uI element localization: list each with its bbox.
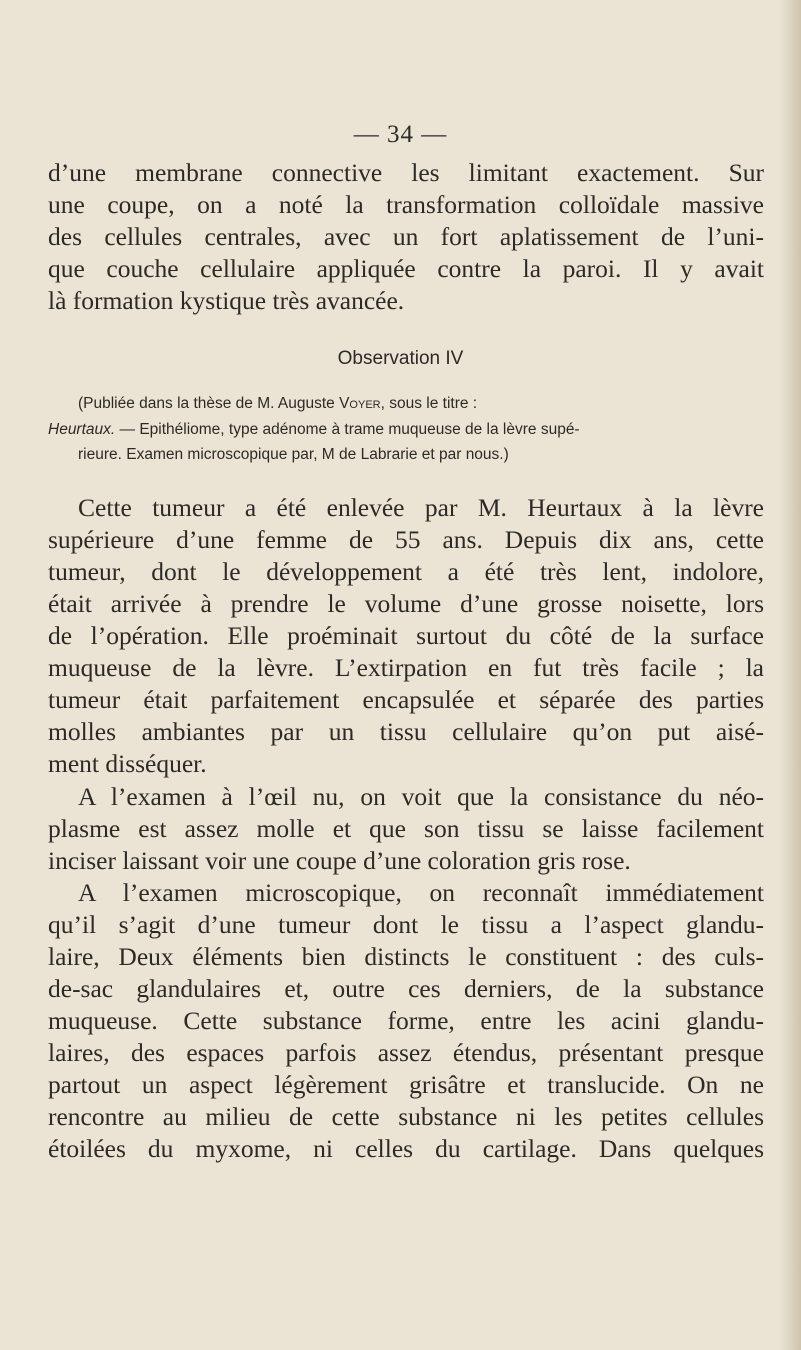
note-text: — Epithéliome, type adénome à trame muqueuse de la lèvre supé-: [115, 421, 580, 438]
text-line: rencontre au milieu de cette substance ni les petites cellules: [48, 1102, 764, 1131]
text-line: étoilées du myxome, ni celles du cartilage. Dans quelques: [48, 1134, 764, 1163]
note-text: (Publiée dans la thèse de M. Auguste: [78, 395, 340, 412]
text-line: A l’examen microscopique, on reconnaît immédiatement: [78, 878, 764, 907]
note-line-2: [48, 421, 580, 439]
text-line: muqueuse. Cette substance forme, entre les acini glandu-: [48, 1006, 764, 1035]
text-line: plasme est assez molle et que son tissu se laisse facilement: [48, 814, 764, 843]
text-line: une coupe, on a noté la transformation colloïdale massive: [48, 190, 764, 219]
text-line: des cellules centrales, avec un fort aplatissement de l’uni-: [48, 222, 764, 251]
text-line: Cette tumeur a été enlevée par M. Heurtaux à la lèvre: [78, 493, 764, 522]
note-line-3: rieure. Examen microscopique par, M de Labrarie et par nous.): [78, 446, 509, 463]
text-line: muqueuse de la lèvre. L’extirpation en fut très facile ; la: [48, 653, 764, 682]
page-number: — 34 —: [353, 121, 448, 148]
text-line: molles ambiantes par un tissu cellulaire qu’on put aisé-: [48, 717, 764, 746]
text-line: supérieure d’une femme de 55 ans. Depuis dix ans, cette: [48, 525, 764, 554]
text-line: tumeur, dont le développement a été très lent, indolore,: [48, 557, 764, 586]
note-title-italic: Heurtaux.: [48, 421, 116, 438]
text-line: de-sac glandulaires et, outre ces derniers, de la substance: [48, 974, 764, 1003]
text-line: ment disséquer.: [48, 749, 207, 778]
text-line: tumeur était parfaitement encapsulée et séparée des parties: [48, 685, 764, 714]
text-line: inciser laissant voir une coupe d’une coloration gris rose.: [48, 846, 631, 875]
text-line: partout un aspect légèrement grisâtre et translucide. On ne: [48, 1070, 764, 1099]
note-text: , sous le titre :: [380, 395, 478, 412]
text-line: de l’opération. Elle proéminait surtout du côté de la surface: [48, 621, 764, 650]
observation-heading: Observation IV: [337, 348, 464, 369]
note-line-1: [78, 395, 477, 413]
text-line: laires, des espaces parfois assez étendus, présentant presque: [48, 1038, 764, 1067]
note-author-name: Voyer: [339, 395, 381, 412]
text-line: était arrivée à prendre le volume d’une grosse noisette, lors: [48, 589, 764, 618]
page-edge-shadow: [779, 0, 801, 1350]
text-line: d’une membrane connective les limitant exactement. Sur: [48, 158, 764, 187]
text-line: que couche cellulaire appliquée contre la paroi. Il y avait: [48, 254, 764, 283]
text-line: laire, Deux éléments bien distincts le constituent : des culs-: [48, 942, 764, 971]
text-line: qu’il s’agit d’une tumeur dont le tissu a l’aspect glandu-: [48, 910, 764, 939]
text-line: là formation kystique très avancée.: [48, 286, 405, 315]
text-line: A l’examen à l’œil nu, on voit que la consistance du néo-: [78, 782, 764, 811]
